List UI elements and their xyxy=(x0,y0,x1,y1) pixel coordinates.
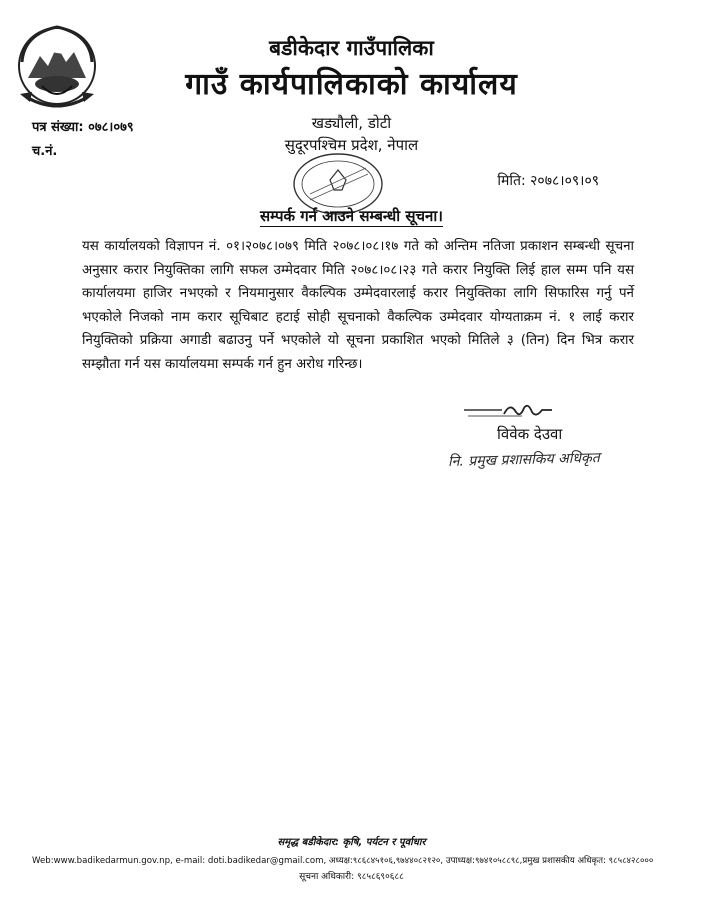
letter-number: पत्र संख्या: ०७८।०७९ xyxy=(32,120,134,135)
footer-slogan: समृद्ध बडीकेदार: कृषि, पर्यटन र पूर्वाधार xyxy=(277,837,426,848)
address-line-1: खड्यौली, डोटी xyxy=(311,114,392,132)
letter-date: मिति: २०७८।०९।०९ xyxy=(497,173,599,189)
municipality-name: बडीकेदार गाउँपालिका xyxy=(269,36,434,60)
footer-info-officer: सूचना अधिकारी: ९८५८६९०६८८ xyxy=(299,872,404,882)
subject-text: सम्पर्क गर्न आउने सम्बन्धी सूचना। xyxy=(260,207,443,225)
notice-body: यस कार्यालयको विज्ञापन नं. ०१।२०७८।०७९ मिति २०७८।०८।१७ गते को अन्तिम नतिजा प्रकाशन सम्बन्धी सूचना अनुसार करार नियुक्तिका लागि सफल उम्मेदवार मिति २०७८।०८।२३ गते करार नियुक्ति लिई हाल सम्म पनि यस कार्यालयमा हाजिर नभएको र नियमानुसार वैकल्पिक उम्मेदवारलाई करार नियुक्तिका लागि सिफारिस गर्नु पर्ने भएकोले निजको नाम करार सूचिबाट हटाई सोही सूचनाको वैकल्पिक उम्मेदवार योग्यताक्रम नं. १ लाई करार नियुक्तिको प्रक्रिया अगाडी बढाउनु पर्ने भएकोले यो सूचना प्रकाशित भएको मितिले ३ (तिन) दिन भित्र करार सम्झौता गर्न यस कार्यालयमा सम्पर्क गर्न हुन अरोध गरिन्छ। xyxy=(82,239,634,372)
signature-mark xyxy=(462,400,574,422)
signatory-title: नि. प्रमुख प्रशासकिय अधिकृत xyxy=(447,450,600,470)
office-name: गाउँ कार्यपालिकाको कार्यालय xyxy=(185,67,518,102)
signatory-name: विवेक देउवा xyxy=(497,425,563,443)
subject-heading xyxy=(0,206,703,226)
dispatch-number: च.नं. xyxy=(32,144,58,159)
address-line-2: सुदूरपश्चिम प्रदेश, नेपाल xyxy=(284,136,419,154)
footer-contact: Web:www.badikedarmun.gov.np, e-mail: doti.badikedar@gmail.com, अध्यक्ष:९८६८४५१०६,९७४४०८२१२०, उपाध्यक्ष:९७४१०५८८९८,प्रमुख प्रशासकीय अधिकृत: ९८५८४२८००० xyxy=(32,856,654,866)
